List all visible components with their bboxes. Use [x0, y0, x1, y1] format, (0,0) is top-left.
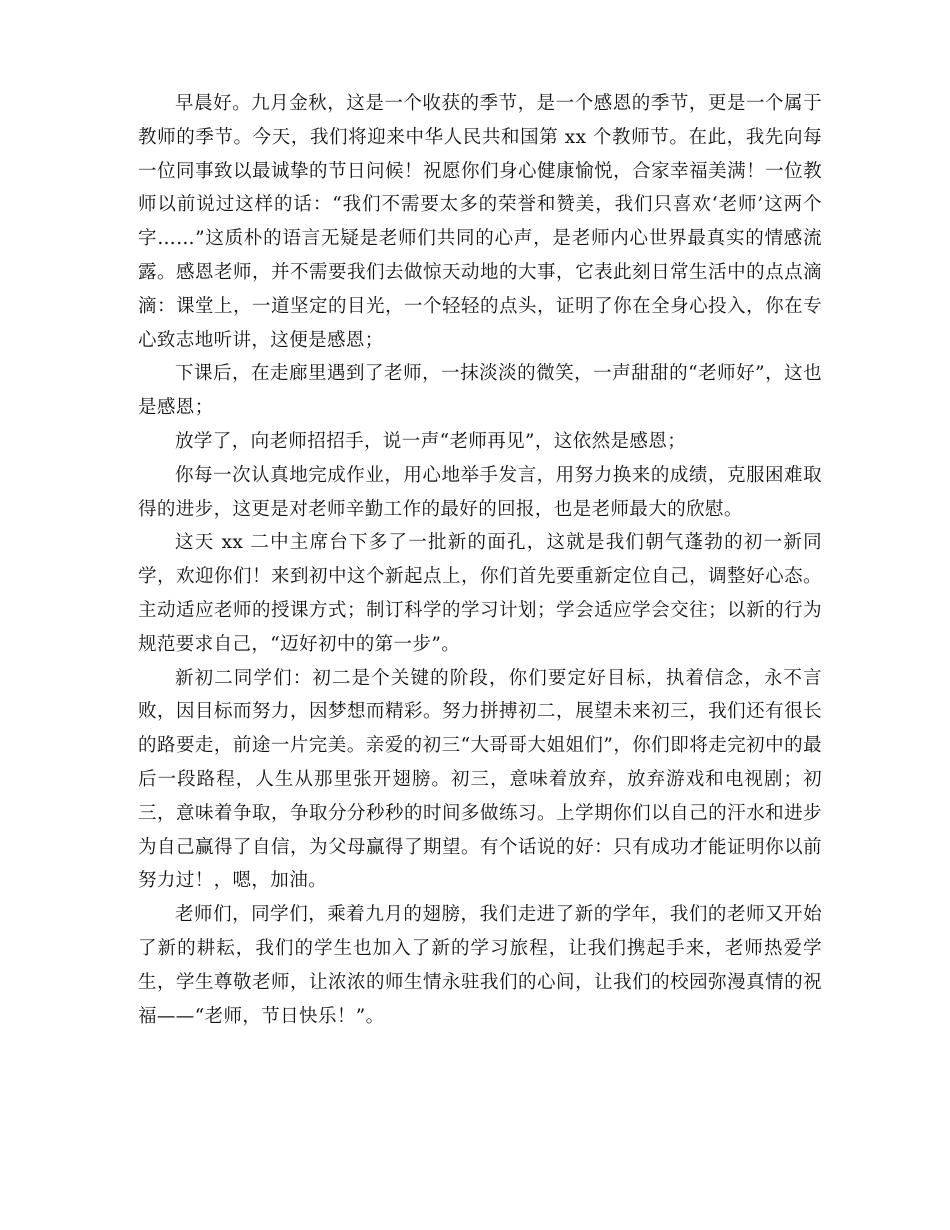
paragraph-greeting: 早晨好。九月金秋，这是一个收获的季节，是一个感恩的季节，更是一个属于教师的季节。今天，我们将迎来中华人民共和国第 xx 个教师节。在此，我先向每一位同事致以最诚挚的节日问候！祝愿你们身心健康愉悦，合家幸福美满！一位教师以前说过这样的话：“我们不需要太多的荣誉和赞美，我们只喜欢‘老师’这两个字……”这质朴的语言无疑是老师们共同的心声，是老师内心世界最真实的情感流露。感恩老师，并不需要我们去做惊天动地的大事，它表此刻日常生活中的点点滴滴：课堂上，一道坚定的目光，一个轻轻的点头，证明了你在全身心投入，你在专心致志地听讲，这便是感恩；	[138, 93, 822, 351]
paragraph-closing: 老师们，同学们，乘着九月的翅膀，我们走进了新的学年，我们的老师又开始了新的耕耘，我们的学生也加入了新的学习旅程，让我们携起手来，老师热爱学生，学生尊敬老师，让浓浓的师生情永驻我们的心间，让我们的校园弥漫真情的祝福——“老师，节日快乐！”。	[138, 904, 822, 1027]
paragraph-after-school: 放学了，向老师招招手，说一声“老师再见”，这依然是感恩；	[175, 430, 687, 452]
paragraph-after-class: 下课后，在走廊里遇到了老师，一抹淡淡的微笑，一声甜甜的“老师好”，这也是感恩；	[138, 363, 822, 419]
paragraph-homework: 你每一次认真地完成作业，用心地举手发言，用努力换来的成绩，克服困难取得的进步，这更是对老师辛勤工作的最好的回报，也是老师最大的欣慰。	[138, 464, 822, 520]
paragraph-new-students: 这天 xx 二中主席台下多了一批新的面孔，这就是我们朝气蓬勃的初一新同学，欢迎你们！来到初中这个新起点上，你们首先要重新定位自己，调整好心态。主动适应老师的授课方式；制订科学的学习计划；学会适应学会交往；以新的行为规范要求自己，“迈好初中的第一步”。	[138, 532, 822, 655]
document-body	[138, 87, 822, 1033]
paragraph-grade-two-three: 新初二同学们：初二是个关键的阶段，你们要定好目标，执着信念，永不言败，因目标而努力，因梦想而精彩。努力拼搏初二，展望未来初三，我们还有很长的路要走，前途一片完美。亲爱的初三“大哥哥大姐姐们”，你们即将走完初中的最后一段路程，人生从那里张开翅膀。初三，意味着放弃，放弃游戏和电视剧；初三，意味着争取，争取分分秒秒的时间多做练习。上学期你们以自己的汗水和进步为自己赢得了自信，为父母赢得了期望。有个话说的好：只有成功才能证明你以前努力过！，嗯，加油。	[138, 667, 822, 892]
